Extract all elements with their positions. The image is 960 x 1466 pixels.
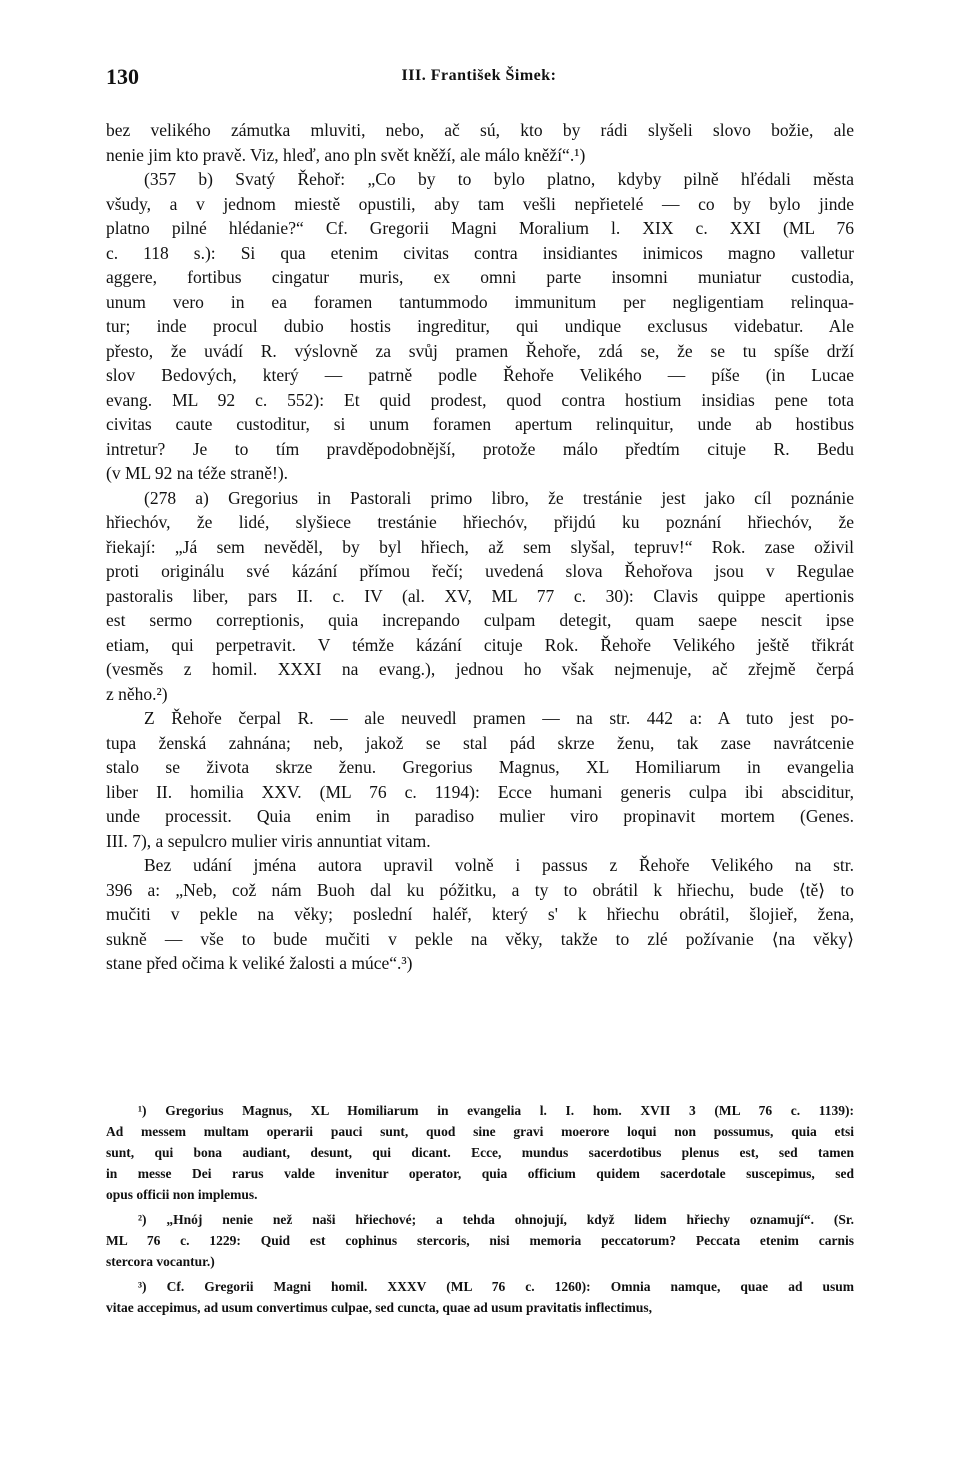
text-line: unde processit. Quia enim in paradiso mulier viro propinavit mortem (Genes. [106,806,854,826]
text-line: (278 a) Gregorius in Pastorali primo libro, že trestánie jest jako cíl poznánie [144,487,854,508]
footnote-line: ²) „Hnój nenie než naši hřiechové; a tehda ohnojují, když lidem hřiechy oznamují“. (Sr. [138,1212,854,1227]
footnote-line: ³) Cf. Gregorii Magni homil. XXXV (ML 76 c. 1260): Omnia namque, quae ad usum [138,1279,854,1294]
footnote-line: stercora vocantur.) [106,1254,215,1269]
footnote [106,1100,854,1205]
footnotes [106,1100,854,1318]
text-line: (357 b) Svatý Řehoř: „Co by to bylo platno, kdyby pilně hľédali města [144,169,854,189]
text-line: Z Řehoře čerpal R. — ale neuvedl pramen — na str. 442 a: A tuto jest po- [144,708,854,728]
text-line: nenie jim kto pravě. Viz, hleď, ano pln svět kněží, ale málo kněží“.¹) [106,144,586,165]
text-line: c. 118 s.): Si qua etenim civitas contra insidiantes inimicos magno valletur [106,242,854,263]
text-line: pastoralis liber, pars II. c. IV (al. XV, ML 77 c. 30): Clavis quippe apertionis [106,585,854,606]
text-line: přesto, že uvádí R. výslovně za svůj pramen Řehoře, zdá se, že se tu spíše drží [106,340,854,361]
footnote [106,1276,854,1318]
text-line: liber II. homilia XXV. (ML 76 c. 1194): Ecce humani generis culpa ibi absciditur, [106,781,854,802]
text-line: civitas caute custoditur, si unum foramen apertum relinquitur, unde ab hostibus [106,414,854,434]
footnote-line: ¹) Gregorius Magnus, XL Homiliarum in evangelia l. I. hom. XVII 3 (ML 76 c. 1139): [138,1103,854,1118]
text-line: evang. ML 92 c. 552): Et quid prodest, quod contra hostium insidias pene tota [106,389,854,410]
footnote-line: vitae accepimus, ad usum convertimus culpae, sed cuncta, quae ad usum pravitatis inflectimus, [106,1300,653,1315]
text-line: hřiechóv, že lidé, slyšiece trestánie hřiechóv, přijdú ku poznání hřiechóv, že [106,512,854,532]
text-line: (vesměs z homil. XXXI na evang.), jednou ho však nejmenuje, ač zřejmě čerpá [106,659,854,679]
text-line: (v ML 92 na téže straně!). [106,463,289,483]
text-line: slov Bedových, který — patrně podle Řehoře Velikého — píše (in Lucae [106,365,854,385]
footnote-line: Ad messem multam operarii pauci sunt, quod sine gravi moerore loqui non possumus, quia etsi [106,1124,854,1139]
footnote-line: ML 76 c. 1229: Quid est cophinus stercoris, nisi memoria peccatorum? Peccata etenim carnis [106,1233,854,1248]
text-line: bez velikého zámutka mluviti, nebo, ač sú, kto by rádi slyšeli slovo božie, ale [106,120,854,140]
text-line: est sermo correptionis, quia increpando culpam detegit, quam saepe nescit ipse [106,610,854,630]
page-number: 130 [106,64,139,89]
text-line: stalo se života skrze ženu. Gregorius Magnus, XL Homiliarum in evangelia [106,757,854,777]
text-line: platno pilné hlédanie?“ Cf. Gregorii Magni Moralium l. XIX c. XXI (ML 76 [106,218,854,238]
footnote-line: opus officii non implemus. [106,1187,258,1202]
text-line: III. 7), a sepulcro mulier viris annuntiat vitam. [106,830,431,851]
text-line: tur; inde procul dubio hostis ingreditur, qui undique exclusus videbatur. Ale [106,316,854,336]
text-line: aggere, fortibus cingatur muris, ex omni parte insomni muniatur custodia, [106,267,854,287]
footnote-line: in messe Dei rarus valde invenitur operator, quia officium quidem sacerdotale suscepimus, sed [106,1166,854,1181]
body-text [106,118,854,976]
footnote-line: sunt, qui bona audiant, desunt, qui dicant. Ecce, mundus sacerdotibus plenus est, sed tamen [106,1145,854,1160]
text-line: řiekají: „Já sem nevěděl, by byl hřiech, až sem slyšal, tepruv!“ Rok. zase oživil [106,536,854,557]
text-line: tupa ženská zahnána; neb, jakož se stal pád skrze ženu, tak zase navrátcenie [106,732,854,753]
page-header [106,64,852,94]
text-line: sukně — vše to bude mučiti v pekle na věky, takže to zlé požívanie ⟨na věky⟩ [106,928,854,949]
text-line: unum vero in ea foramen tantummodo immunitum per negligentiam relinqua- [106,291,854,312]
text-line: proti originálu své kázání přímou řečí; uvedená slova Řehořova jsou v Regulae [106,561,854,581]
text-line: všudy, a v jednom miestě opustili, aby tam vešli nepřietelé — co by bylo jinde [106,193,854,214]
text-line: Bez udání jména autora upravil volně i passus z Řehoře Velikého na str. [144,855,854,875]
text-line: stane před očima k veliké žalosti a múce“.³) [106,953,413,973]
text-line: mučiti v pekle na věky; poslední haléř, který s' k hřiechu obrátil, šlojieř, žena, [106,904,854,924]
text-line: z něho.²) [106,683,168,704]
text-line: 396 a: „Neb, což nám Buoh dal ku póžitku, a ty to obrátil k hřiechu, bude ⟨tě⟩ to [106,879,854,900]
text-line: intretur? Je to tím pravděpodobnější, protože málo předtím cituje R. Bedu [106,438,854,459]
footnote [106,1209,854,1272]
running-head: III. František Šimek: [401,67,557,84]
text-line: etiam, qui perpetravit. V témže kázání cituje Rok. Řehoře Velikého ještě třikrát [106,634,854,655]
